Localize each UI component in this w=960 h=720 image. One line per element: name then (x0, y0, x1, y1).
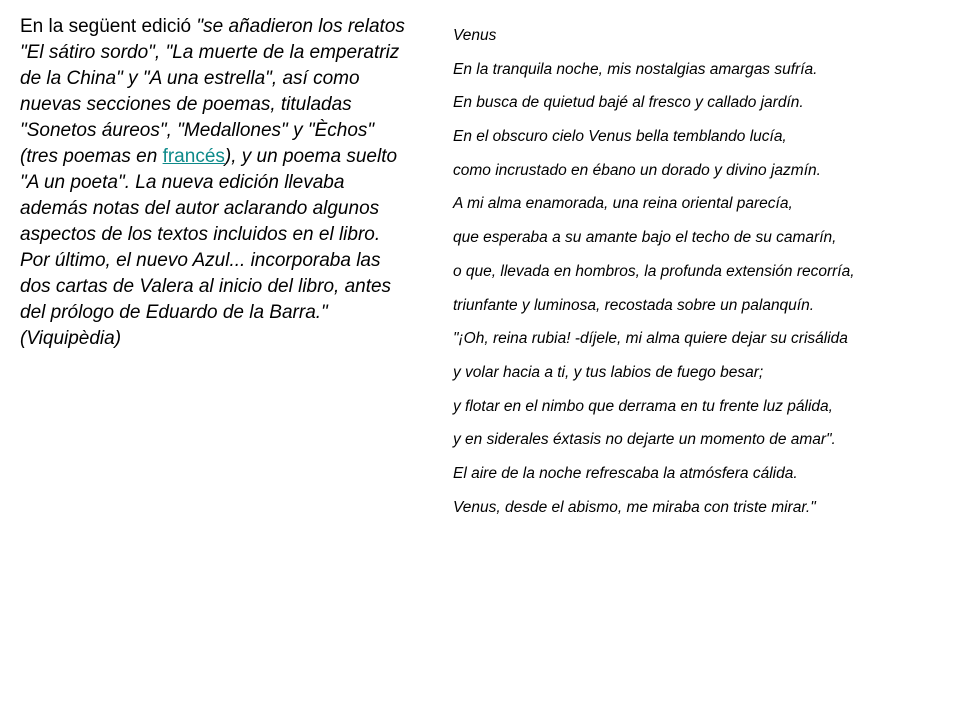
intro-lead: En la següent edició (20, 16, 197, 37)
poem-line: y volar hacia a ti, y tus labios de fuego besar; (453, 363, 764, 381)
poem-line: y en siderales éxtasis no dejarte un momento de amar". (453, 431, 836, 449)
poem-line: En el obscuro cielo Venus bella temblando lucía, (453, 128, 787, 146)
poem-line: El aire de la noche refrescaba la atmósfera cálida. (453, 464, 798, 482)
source-citation: (Viquipèdia) (20, 328, 122, 349)
intro-paragraph (20, 14, 405, 352)
poem-line: triunfante y luminosa, recostada sobre un palanquín. (453, 296, 815, 314)
poem-line: "¡Oh, reina rubia! -díjele, mi alma quiere dejar su crisálida (453, 330, 848, 348)
poem-line: y flotar en el nimbo que derrama en tu frente luz pálida, (453, 397, 833, 415)
poem-line: que esperaba a su amante bajo el techo de su camarín, (453, 229, 837, 247)
poem-line: En la tranquila noche, mis nostalgias amargas sufría. (453, 60, 818, 78)
frances-link[interactable]: francés (162, 146, 225, 167)
poem-line: o que, llevada en hombros, la profunda extensión recorría, (453, 262, 855, 280)
intro-quote-part1: "se añadieron los relatos "El sátiro sordo", "La muerte de la emperatriz de la China" y "A una estrella", así como nuevas secciones de poemas, tituladas "Sonetos áureos", "Medallones" y "Èchos" (tres poemas en (20, 16, 405, 167)
poem-line: En busca de quietud bajé al fresco y callado jardín. (453, 94, 804, 112)
poem-venus (453, 25, 953, 530)
poem-line: A mi alma enamorada, una reina oriental parecía, (453, 195, 793, 213)
poem-line: como incrustado en ébano un dorado y divino jazmín. (453, 161, 821, 179)
poem-title: Venus (453, 27, 497, 44)
intro-quote-part2: ), y un poema suelto "A un poeta". La nueva edición llevaba además notas del autor aclarando algunos aspectos de los textos incluidos en el libro. Por último, el nuevo Azul... incorporaba las dos cartas de Valera al inicio del libro, antes del prólogo de Eduardo de la Barra." (20, 146, 398, 323)
poem-line: Venus, desde el abismo, me miraba con triste mirar." (453, 498, 816, 516)
